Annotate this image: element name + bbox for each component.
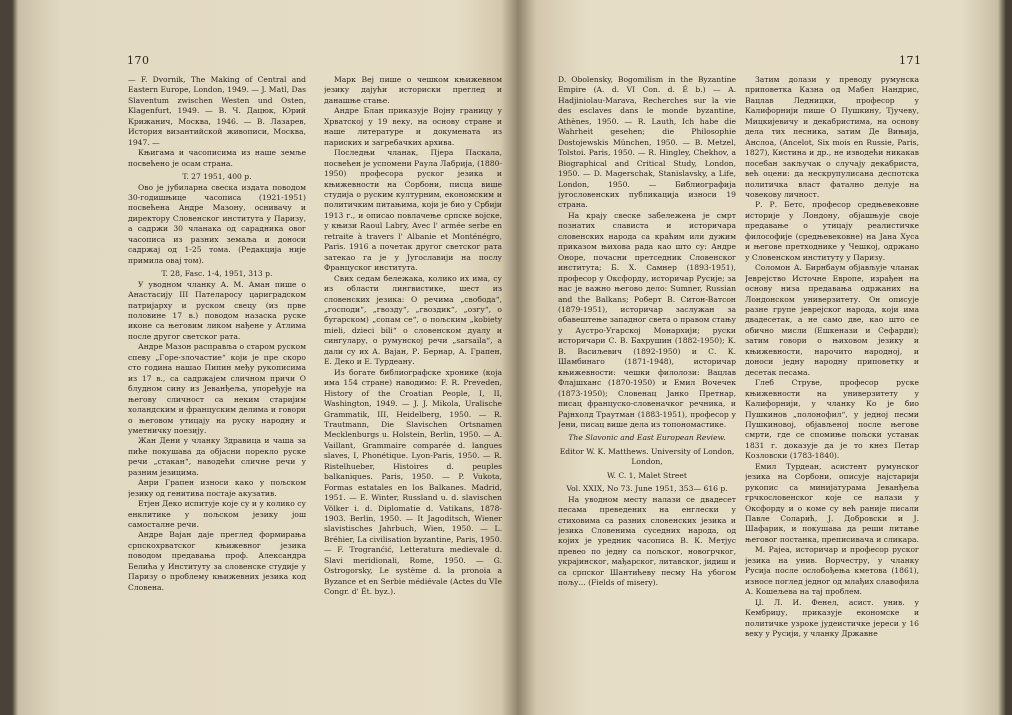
paragraph: Затим долази у преводу румунска приповетка Казна од Мабел Нандрис, Вацлав Ледницки, професор у Калифорнији пише О Пушкину, Тјучеву, Мицкијевичу и декабристима, на основу дела тих песника, затим Де Вињија, Анслоа, (Ancelot, Six mois en Russie, Paris, 1827), Кистина и др., не изводећи никакав посебан закључак о случају декабриста, већ оцени: да нескрупулисана деспотска политичка власт фатално делује на човекову личност. — [745, 75, 919, 199]
paragraph: The Slavonic and East European Review. — [568, 433, 726, 443]
paragraph: T. 28, Fasc. 1-4, 1951, 313 p. — [161, 269, 273, 279]
text-column-1 — [128, 75, 306, 685]
paragraph: Соломон А. Бирнбаум објављује чланак Јеврејство Источне Европе, израђен на основу низа предавања одржаних на Лондонском универзитету. Он описује разне групе јеврејског народа, који има двадесетак, а не само две, као што се обично мисли (Ешкенази и Сефарди); затим говори о њиховом језику и књижевности, нарочито народној, и доноси једну народну приповетку и десетак песама. — [745, 263, 919, 377]
paragraph: Анри Грапен износи како у пољском језику од генитива постаје акузатив. — [128, 478, 306, 498]
paragraph: Р. Р. Бетс, професор средњевековне историје у Лондону, објашњује своје предавање о утицају реалистичке философије (средњевековне) на Јана Хуса и његове претходнике у Чешкој, одржано у Словенском институту у Паризу. — [745, 200, 919, 262]
paragraph: Editor W. K. Matthews. University of London, London, — [559, 446, 735, 467]
paragraph: Етјен Деко испитује које су и у колико су енклитике у пољском језику још самосталне речи. — [128, 499, 306, 530]
paragraph: М. Рајеа, историчар и професор руског језика на унив. Ворчестру, у чланку Русија после ослобођења кметова (1861), износе поглед једног од млађих славофила А. Кошељева на тај проблем. — [745, 545, 919, 597]
paragraph: Емил Турдеан, асистент румунског језика на Сорбони, описује најстарији рукопис са минијатурама Јеванђеља грчкословенског које се налази у Оксфорду и о коме су већ раније писали Павле Соларић, Ј. Добровски и Ј. Шафарик, и покушава да реши питање његовог постанка, преписивача и сликара. — [745, 461, 919, 544]
paragraph: — F. Dvornik, The Making of Central and Eastern Europe, London, 1949. — J. Matl, Das Slaventum zwischen Westen und Osten, Klagenfurt, 1949. — В. Ч. Дацюк, Юрий Крижанич, Москва, 1946. — В. Лазарев, История византийской живописи, Москва, 1947. — — [128, 75, 306, 147]
text-column-2 — [324, 75, 502, 685]
text-column-4 — [745, 75, 919, 685]
paragraph: На крају свеске забележена је смрт познатих слависта и историчара словенских народа са краћим или дужим приказом њихова рада као што су: Андре Оноре, почасни претседник Словенског института; Б. Х. Самнер (1893-1951), професор у Оксфорду, историчар Русије; за нас је важно његово дело: Sumner, Russian and the Balkans; Роберт В. Ситон-Ватсон (1879-1951), историчар заслужан за обавештење западног света о правом стању у Аустро-Угарској Монархији; руски историчари С. В. Бахрушин (1882-1950); К. В. Васиљевич (1892-1950) и С. К. Шамбинаго (1871-1948), историчар књижевности: чешки филолози: Вацлав Флајшханс (1870-1950) и Емил Вочечек (1873-1950); Словенац Јанко Претнар, писац француско-словеначког речника, и Рајнхолд Траутман (1883-1951), професор у Јени, писац више дела из топономастике. — [558, 210, 736, 429]
page-number-right: 171 — [899, 54, 922, 67]
paragraph: Vol. XXIX, No 73. June 1951, 353— 616 p. — [566, 484, 728, 494]
paragraph: Андре Вајан даје преглед формирања српскохрватског књижевног језика поводом предавања проф. Александра Белића у Институту за словенске студије у Паризу о проблему књижевних језика код Словена. — [128, 530, 306, 592]
paragraph: У уводном чланку А. М. Аман пише о Анастасију III Пателаросу цариградском патријарху и руском свецу (из прве половине 17 в.) поводом назаска руске иконе са његовим ликом нађене у Атлима после другог светског рата. — [128, 279, 306, 341]
paragraph: Свих седам бележака, колико их има, су из области лингвистике, шест из словенских језика: О речима „свобода“, „господи“, „гвозду“, „гвоздик“, „озгу“, о бугарском) „сопам се“, о пољским „kobiety mieli, dzieci bili“ о словенском дуалу и сингулару, о румунској речи „sarsaila“, а дали су их А. Вајан, Р. Бернар, А. Грапен, Е. Деко и Е. Турдеану. — [324, 273, 502, 367]
paragraph: W. C. 1, Malet Street — [607, 470, 687, 480]
page-number-left: 170 — [127, 54, 150, 67]
paragraph: Андре Блан приказује Војну границу у Хрватској у 19 веку, на основу стране и наше литературе и докумената из париских и загребачких архива. — [324, 106, 502, 147]
paragraph: Марк Веј пише о чешком књижевном језику дајући историски преглед и данашње стање. — [324, 75, 502, 105]
text-column-3 — [558, 75, 736, 685]
paragraph: Андре Мазон расправља о старом руском спеву „Горе-злочастие“ који је пре скоро сто година нашао Пипин међу рукописима из 17 в., са садржајем сличном причи О блудном сину из Јеванђеља, упоређује на његову сличност са неким старијим холандским и француским делима и говори о његовом утицају на руску народну и уметничку поезију. — [128, 342, 306, 435]
paragraph: Последњи чланак, Пјера Паскала, посвећен је успомени Раула Лабрија, (1880-1950) професора руског језика и књижевности на Сорбони, писца више студија о руским културним, економским и политичким питањима, који је био у Србији 1913 г., и описао повлачење српске војске, у књизи Raoul Labry, Avec l' armée serbe en retraite à travers l' Albanie et Monténégro, Paris. 1916 а почетак другог светског рата затекао га је у Југославији на послу Француског института. — [324, 148, 502, 273]
paragraph: Џ. Л. И. Фенел, асист. унив. у Кембриџу, приказује економске и политичке узроке јудеистичке јереси у 16 веку у Русији, у чланку Државне — [745, 597, 919, 639]
paragraph: Глеб Струве, професор руске књижевности на универзитету у Калифорнији, у чланку Ко је био Пушкинов „полонофил“, у једној песми Пушкиновој, објављеној после његове смрти, где се спомиње пољски устанак 1831 г. доказује да је то кнез Петар Козловски (1783-1840). — [745, 378, 919, 461]
paragraph: Из богате библиографске хронике (која има 154 стране) наводимо: F. R. Preveden, History of the Croatian People, I, II, Washington, 1949. — J. J. Mikola, Uralische Grammatik, III, Heidelberg, 1950. — R. Trautmann, Die Slavischen Ortsnamen Mecklenburgs u. Holstein, Berlin, 1950. — A. Vaillant, Grammaire comparée d. langues slaves, I, Phonétique. Lyon-Paris, 1950. — R. Ristelhueber, Histoires d. peuples balkaniques. Paris, 1950. — P. Vukota, Formas estatales en los Balkanes. Madrid, 1951. — E. Winter, Russland u. d. slavischen Völker i. d. Diplomatie d. Vatikans, 1878-1903. Berlin, 1950. — It Jagoditsch, Wiener slavistisches Jahrbuch, Wien, 1950. — L. Bréhier, La civilisation byzantine, Paris, 1950. — F. Trogranćić, Letteratura medievale d. Slavi meridionali, Rome, 1950. — G. Ostrogorsky, Le système d. la pronoia a Byzance et en Serbie médiévale (Actes du VIe Congr. d' Ét. byz.). — [324, 367, 502, 597]
paragraph: Ово је јубиларна свеска издата поводом 30-годишњице часописа (1921-1951) посвећена Андре Мазону, оснивачу и директору Словенског института у Паризу, а садржи 30 чланака од сарадника овог часописа из разних земаља и доноси садржај од 1-25 тома. (Редакција није примила овај том). — [128, 182, 306, 265]
paragraph: D. Obolensky, Bogomilism in the Byzantine Empire (A. d. VI Con. d. É b.) — A. Hadjiniolau-Marava, Recherches sur la vie des esclaves dans le monde byzantine, Athènes, 1950. — R. Lauth, Ich habe die Wahrheit gesehen; die Philosophie Dostojewskis München, 1950. — B. Metzel, Tolstoi. Paris, 1950. — R. Hingley, Chekhov, a Biographical and Critical Study, London, 1950. — D. Magerschak, Stanislavsky, a Life, London, 1950. — Библиографија југословенских публикација износи 19 страна. — [558, 75, 736, 210]
paragraph: На уводном месту налази се двадесет песама преведених на енглески у стиховима са разних словенских језика и језика Словенима суседних народа, од којих је уредник часописа В. К. Метјуc превео по једну са пољског, новогрчког, украјинског, мађарског, литавског, јидиш и са српског Шантићеву песму На убогом пољу... (Fields of misery). — [558, 494, 736, 588]
paragraph: Жан Дени у чланку Здравица и чаша за пиће покушава да објасни порекло руске речи „стакан“, наводећи сличне речи у разним језицима. — [128, 436, 306, 477]
paragraph: T. 27 1951, 400 p. — [182, 172, 252, 182]
paragraph: Књигама и часописима из наше земље посвећено је осам страна. — [128, 148, 306, 168]
